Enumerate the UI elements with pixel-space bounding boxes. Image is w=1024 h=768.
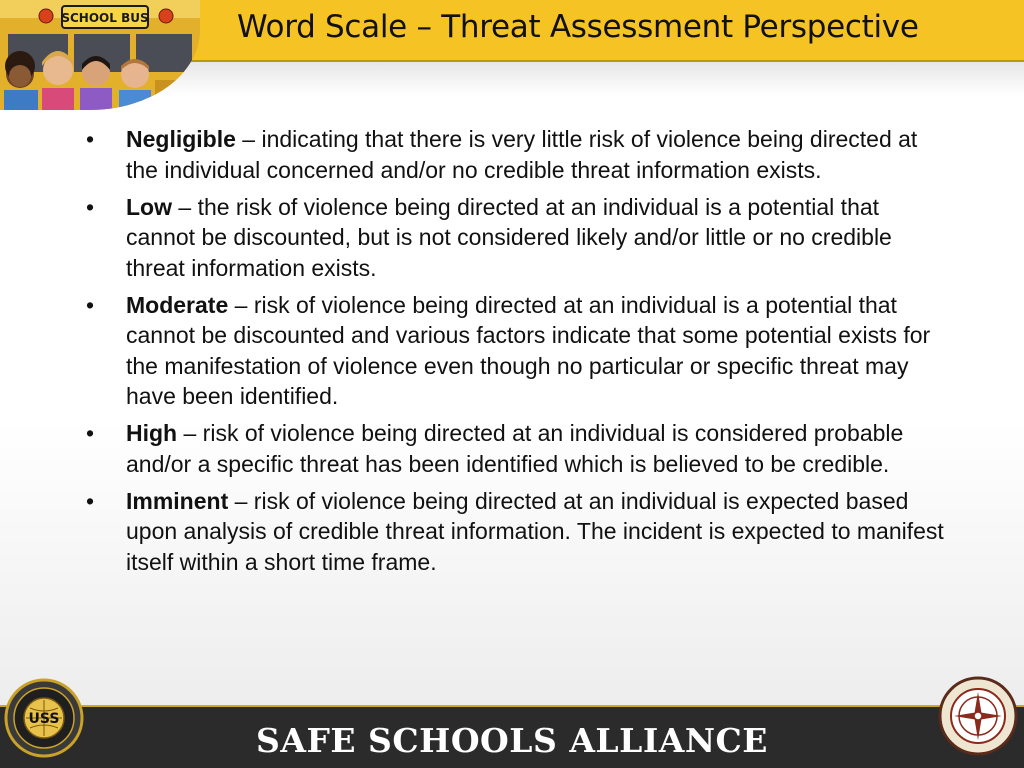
list-item-high [84, 418, 954, 479]
footer-band [0, 705, 1024, 768]
bus-sign-text: SCHOOL BUS [61, 11, 149, 25]
list-item-imminent [84, 486, 954, 578]
term-high: High [126, 420, 178, 446]
uss-seal-icon [4, 678, 84, 758]
term-moderate: Moderate [126, 291, 229, 318]
term-low: Low [126, 193, 172, 220]
bullet-marker: • [86, 420, 95, 446]
list-item-low [84, 192, 954, 284]
bullet-marker: • [86, 193, 95, 220]
page-title: Word Scale – Threat Assessment Perspective [237, 9, 919, 45]
threat-level-list [84, 124, 954, 577]
term-negligible: Negligible [126, 126, 236, 152]
list-item-moderate [84, 290, 954, 412]
definition-imminent: – risk of violence being directed at an individual is expected based upon analysis of credible threat information. The incident is expected to manifest itself within a short time frame. [126, 487, 944, 575]
bullet-marker: • [86, 126, 95, 152]
definition-negligible: – indicating that there is very little risk of violence being directed at the individual concerned and/or no credible threat information exists. [126, 126, 918, 183]
content-area [84, 124, 954, 584]
definition-high: – risk of violence being directed at an individual is considered probable and/or a specific threat has been identified which is believed to be credible. [126, 420, 904, 477]
definition-moderate: – risk of violence being directed at an individual is a potential that cannot be discounted and various factors indicate that some potential exists for the manifestation of violence even though no particular or specific threat may have been identified. [126, 291, 931, 409]
definition-low: – the risk of violence being directed at an individual is a potential that cannot be discounted, but is not considered likely and/or little or no credible threat information exists. [126, 193, 892, 281]
bullet-marker: • [86, 487, 95, 514]
bullet-marker: • [86, 291, 95, 318]
uss-seal-text: USS [28, 711, 60, 727]
itg-compass-seal-icon [938, 676, 1018, 756]
term-imminent: Imminent [126, 487, 229, 514]
list-item-negligible [84, 124, 954, 185]
footer-title: SAFE SCHOOLS ALLIANCE [256, 721, 768, 760]
